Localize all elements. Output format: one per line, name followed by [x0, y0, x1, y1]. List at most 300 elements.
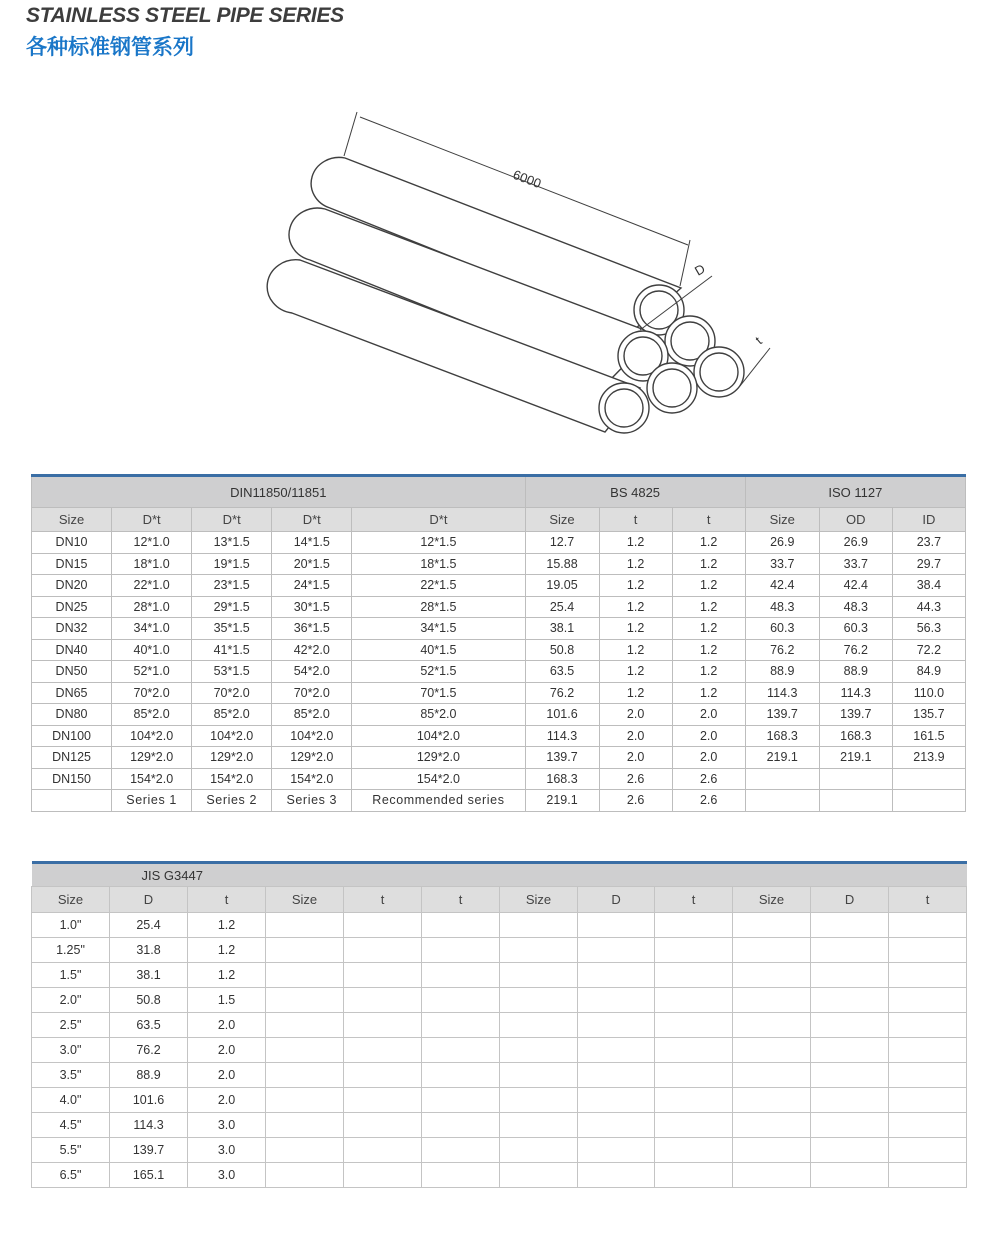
table-row — [32, 596, 966, 618]
table-cell: 40*1.0 — [112, 639, 192, 661]
table-cell: 101.6 — [110, 1088, 188, 1113]
empty-cell — [578, 963, 655, 988]
empty-cell — [733, 988, 811, 1013]
empty-cell — [344, 1063, 422, 1088]
table-cell: 154*2.0 — [272, 768, 352, 790]
empty-cell — [500, 988, 578, 1013]
table-cell: 139.7 — [745, 704, 819, 726]
table-row — [32, 768, 966, 790]
table-cell: 1.2 — [188, 938, 266, 963]
table-cell: 2.6 — [672, 790, 745, 812]
table-cell: 22*1.0 — [112, 575, 192, 597]
column-header: Size — [745, 508, 819, 532]
table-cell: Series 1 — [112, 790, 192, 812]
pipe-end-6 — [599, 383, 649, 433]
empty-cell — [655, 913, 733, 938]
table-cell: 38.1 — [525, 618, 599, 640]
table-cell: 1.2 — [599, 618, 672, 640]
table-cell: 26.9 — [819, 532, 892, 554]
table-row — [32, 1113, 967, 1138]
table-cell: 5.5" — [32, 1138, 110, 1163]
table-cell: 88.9 — [110, 1063, 188, 1088]
empty-cell — [344, 1088, 422, 1113]
empty-cell — [578, 988, 655, 1013]
column-header: Size — [266, 887, 344, 913]
table-cell: 3.5" — [32, 1063, 110, 1088]
table-cell: 129*2.0 — [192, 747, 272, 769]
table-cell: 129*2.0 — [112, 747, 192, 769]
table-cell: 12*1.5 — [352, 532, 525, 554]
table-cell: 139.7 — [819, 704, 892, 726]
table-cell: 1.2 — [599, 575, 672, 597]
table-cell: 154*2.0 — [352, 768, 525, 790]
table-cell: 85*2.0 — [272, 704, 352, 726]
table-cell: 139.7 — [525, 747, 599, 769]
table-row — [32, 682, 966, 704]
empty-cell — [578, 1113, 655, 1138]
table-row — [32, 532, 966, 554]
table-cell — [892, 790, 965, 812]
table-cell: 70*1.5 — [352, 682, 525, 704]
table-cell: 70*2.0 — [192, 682, 272, 704]
column-header: D — [110, 887, 188, 913]
empty-cell — [266, 938, 344, 963]
table-cell: DN20 — [32, 575, 112, 597]
table-cell: 36*1.5 — [272, 618, 352, 640]
empty-cell — [733, 963, 811, 988]
table-cell: 85*2.0 — [352, 704, 525, 726]
empty-cell — [422, 988, 500, 1013]
table-cell: DN150 — [32, 768, 112, 790]
table-cell: 28*1.0 — [112, 596, 192, 618]
empty-cell — [655, 1063, 733, 1088]
table-row — [32, 747, 966, 769]
table-cell: 129*2.0 — [352, 747, 525, 769]
table-cell: 161.5 — [892, 725, 965, 747]
column-header: t — [889, 887, 967, 913]
empty-cell — [422, 1113, 500, 1138]
empty-cell — [266, 913, 344, 938]
column-header: D — [578, 887, 655, 913]
column-header: D*t — [272, 508, 352, 532]
table-row — [32, 913, 967, 938]
column-header: Size — [500, 887, 578, 913]
empty-cell — [655, 938, 733, 963]
table-row — [32, 725, 966, 747]
table-row — [32, 988, 967, 1013]
group-header-iso: ISO 1127 — [745, 476, 965, 508]
empty-cell — [811, 963, 889, 988]
table-cell: 50.8 — [110, 988, 188, 1013]
empty-cell — [889, 1088, 967, 1113]
empty-cell — [655, 988, 733, 1013]
table-cell: 139.7 — [110, 1138, 188, 1163]
table-cell: 60.3 — [819, 618, 892, 640]
table-cell: 18*1.5 — [352, 553, 525, 575]
table-cell: 168.3 — [745, 725, 819, 747]
table-cell: 1.25" — [32, 938, 110, 963]
column-header: Size — [525, 508, 599, 532]
table-cell: 38.4 — [892, 575, 965, 597]
column-header: OD — [819, 508, 892, 532]
table-cell: 76.2 — [745, 639, 819, 661]
empty-cell — [500, 963, 578, 988]
table-cell: 15.88 — [525, 553, 599, 575]
empty-cell — [578, 913, 655, 938]
table-cell: 2.0 — [672, 704, 745, 726]
empty-cell — [811, 913, 889, 938]
column-header: ID — [892, 508, 965, 532]
table-cell: 76.2 — [110, 1038, 188, 1063]
table-cell: 2.6 — [599, 790, 672, 812]
table-cell: 2.6 — [599, 768, 672, 790]
empty-cell — [889, 1038, 967, 1063]
table-cell: 44.3 — [892, 596, 965, 618]
group-header-din: DIN11850/11851 — [32, 476, 526, 508]
empty-cell — [733, 1038, 811, 1063]
table-cell: 1.5 — [188, 988, 266, 1013]
empty-cell — [733, 1063, 811, 1088]
table-cell: DN40 — [32, 639, 112, 661]
table-cell: 72.2 — [892, 639, 965, 661]
table-row — [32, 553, 966, 575]
table-cell: 29.7 — [892, 553, 965, 575]
table-cell: 2.0 — [188, 1038, 266, 1063]
table-row — [32, 1013, 967, 1038]
empty-cell — [422, 1163, 500, 1188]
table-cell: 1.2 — [599, 682, 672, 704]
table-cell: 88.9 — [819, 661, 892, 683]
table-cell: 1.2 — [672, 553, 745, 575]
jis-table — [31, 861, 967, 1188]
table-cell: 14*1.5 — [272, 532, 352, 554]
thickness-label: t — [752, 333, 765, 348]
table-cell: DN32 — [32, 618, 112, 640]
table-cell: Series 2 — [192, 790, 272, 812]
page-subtitle-cn: 各种标准钢管系列 — [26, 35, 194, 59]
table-cell: 1.2 — [188, 963, 266, 988]
empty-cell — [733, 1163, 811, 1188]
column-header: t — [599, 508, 672, 532]
table-cell: 25.4 — [110, 913, 188, 938]
table-cell: 1.2 — [672, 661, 745, 683]
empty-cell — [655, 1038, 733, 1063]
empty-cell — [811, 1038, 889, 1063]
table-cell: 1.2 — [188, 913, 266, 938]
table-cell: 38.1 — [110, 963, 188, 988]
empty-cell — [655, 1138, 733, 1163]
table-cell: 18*1.0 — [112, 553, 192, 575]
table-row — [32, 963, 967, 988]
table-cell: 60.3 — [745, 618, 819, 640]
table-cell: 3.0 — [188, 1113, 266, 1138]
empty-cell — [733, 938, 811, 963]
table-cell: 70*2.0 — [112, 682, 192, 704]
table-cell: 76.2 — [819, 639, 892, 661]
empty-cell — [655, 963, 733, 988]
table-cell: 2.0 — [188, 1088, 266, 1113]
table-cell: 19.05 — [525, 575, 599, 597]
table-cell: 41*1.5 — [192, 639, 272, 661]
table-cell: 213.9 — [892, 747, 965, 769]
table-cell: Series 3 — [272, 790, 352, 812]
table-cell: 34*1.0 — [112, 618, 192, 640]
column-header: D*t — [192, 508, 272, 532]
table-cell: 70*2.0 — [272, 682, 352, 704]
empty-cell — [344, 1138, 422, 1163]
empty-cell — [889, 1138, 967, 1163]
table-row — [32, 1088, 967, 1113]
column-header: t — [422, 887, 500, 913]
table-cell: 12*1.0 — [112, 532, 192, 554]
table-cell: 63.5 — [525, 661, 599, 683]
table-cell — [745, 790, 819, 812]
table-cell: Recommended series — [352, 790, 525, 812]
empty-cell — [266, 963, 344, 988]
empty-cell — [344, 988, 422, 1013]
empty-cell — [889, 963, 967, 988]
table-cell: DN25 — [32, 596, 112, 618]
empty-cell — [733, 1113, 811, 1138]
table-cell: 104*2.0 — [112, 725, 192, 747]
empty-cell — [811, 988, 889, 1013]
table-cell: 1.5" — [32, 963, 110, 988]
table-cell: 2.0 — [599, 704, 672, 726]
column-header: t — [344, 887, 422, 913]
empty-cell — [889, 938, 967, 963]
empty-cell — [422, 963, 500, 988]
table-cell: 219.1 — [525, 790, 599, 812]
group-header-jis: JIS G3447 — [32, 863, 266, 887]
column-header: Size — [32, 508, 112, 532]
table-cell: 40*1.5 — [352, 639, 525, 661]
empty-cell — [500, 1013, 578, 1038]
empty-cell — [500, 938, 578, 963]
table-cell — [745, 768, 819, 790]
table-cell: 1.2 — [599, 532, 672, 554]
table-cell: 2.5" — [32, 1013, 110, 1038]
table-cell: 101.6 — [525, 704, 599, 726]
table-cell: 110.0 — [892, 682, 965, 704]
table-cell: 28*1.5 — [352, 596, 525, 618]
empty-cell — [500, 1163, 578, 1188]
empty-cell — [500, 913, 578, 938]
table-cell: 1.2 — [672, 596, 745, 618]
table-cell: 168.3 — [525, 768, 599, 790]
table-cell: DN10 — [32, 532, 112, 554]
empty-cell — [500, 1088, 578, 1113]
table-cell: 22*1.5 — [352, 575, 525, 597]
empty-cell — [266, 1013, 344, 1038]
table-cell: DN125 — [32, 747, 112, 769]
table-cell: 52*1.5 — [352, 661, 525, 683]
table-cell: 168.3 — [819, 725, 892, 747]
table-cell: 219.1 — [745, 747, 819, 769]
table-cell: 3.0 — [188, 1163, 266, 1188]
empty-cell — [889, 988, 967, 1013]
table-cell: 24*1.5 — [272, 575, 352, 597]
table-cell: 85*2.0 — [192, 704, 272, 726]
pipe-end-5 — [647, 363, 697, 413]
table-row — [32, 1163, 967, 1188]
empty-cell — [422, 1088, 500, 1113]
table-cell: 1.0" — [32, 913, 110, 938]
table-cell: 165.1 — [110, 1163, 188, 1188]
pipe-bundle-diagram — [250, 100, 790, 445]
empty-cell — [811, 938, 889, 963]
table-cell: 34*1.5 — [352, 618, 525, 640]
table-cell — [892, 768, 965, 790]
table-cell: 154*2.0 — [112, 768, 192, 790]
table-cell: 19*1.5 — [192, 553, 272, 575]
empty-cell — [811, 1013, 889, 1038]
empty-cell — [733, 1013, 811, 1038]
empty-cell — [266, 1063, 344, 1088]
table-cell: 50.8 — [525, 639, 599, 661]
table-cell: 35*1.5 — [192, 618, 272, 640]
table-cell: 13*1.5 — [192, 532, 272, 554]
table-cell: 2.0" — [32, 988, 110, 1013]
table-cell: 52*1.0 — [112, 661, 192, 683]
table-cell: 104*2.0 — [352, 725, 525, 747]
table-cell: DN65 — [32, 682, 112, 704]
table-cell: DN15 — [32, 553, 112, 575]
empty-cell — [811, 1063, 889, 1088]
table-cell: 48.3 — [819, 596, 892, 618]
table-cell: 1.2 — [599, 639, 672, 661]
thickness-dimension-line — [740, 348, 770, 386]
group-header-bs: BS 4825 — [525, 476, 745, 508]
empty-cell — [422, 913, 500, 938]
table-cell: 104*2.0 — [272, 725, 352, 747]
table-cell: 135.7 — [892, 704, 965, 726]
empty-cell — [422, 1013, 500, 1038]
table-cell: 42*2.0 — [272, 639, 352, 661]
empty-cell — [344, 1163, 422, 1188]
table-cell: 1.2 — [672, 682, 745, 704]
diameter-label: D — [692, 260, 708, 279]
table-cell — [819, 768, 892, 790]
empty-cell — [266, 1113, 344, 1138]
empty-cell — [578, 1163, 655, 1188]
table-cell: 84.9 — [892, 661, 965, 683]
table-cell: 154*2.0 — [192, 768, 272, 790]
column-header: D*t — [352, 508, 525, 532]
empty-cell — [578, 1063, 655, 1088]
table-cell: 2.0 — [599, 747, 672, 769]
empty-cell — [811, 1088, 889, 1113]
table-row — [32, 704, 966, 726]
table-cell: 76.2 — [525, 682, 599, 704]
empty-cell — [578, 1138, 655, 1163]
column-header: t — [655, 887, 733, 913]
table-cell: 1.2 — [599, 661, 672, 683]
table-cell: 26.9 — [745, 532, 819, 554]
table-row — [32, 1138, 967, 1163]
empty-cell — [422, 1063, 500, 1088]
table-cell: DN50 — [32, 661, 112, 683]
table-row — [32, 1038, 967, 1063]
empty-cell — [889, 1113, 967, 1138]
empty-cell — [578, 1088, 655, 1113]
table-cell: 2.0 — [599, 725, 672, 747]
column-header: t — [188, 887, 266, 913]
table-row — [32, 618, 966, 640]
empty-cell — [344, 913, 422, 938]
empty-cell — [266, 1088, 344, 1113]
table-cell: 12.7 — [525, 532, 599, 554]
page-title: STAINLESS STEEL PIPE SERIES — [26, 4, 344, 27]
table-cell: 33.7 — [745, 553, 819, 575]
empty-cell — [733, 1088, 811, 1113]
table-cell: 2.0 — [672, 747, 745, 769]
empty-cell — [733, 913, 811, 938]
empty-cell — [344, 1013, 422, 1038]
table-cell: 23.7 — [892, 532, 965, 554]
empty-cell — [422, 938, 500, 963]
table-cell — [819, 790, 892, 812]
empty-cell — [500, 1038, 578, 1063]
empty-cell — [733, 1138, 811, 1163]
table-cell: 114.3 — [745, 682, 819, 704]
empty-cell — [655, 1088, 733, 1113]
table-cell: 20*1.5 — [272, 553, 352, 575]
table-cell: 29*1.5 — [192, 596, 272, 618]
table-cell: 2.0 — [672, 725, 745, 747]
table-row — [32, 1063, 967, 1088]
table-cell: 4.0" — [32, 1088, 110, 1113]
din-bs-iso-table — [31, 474, 966, 812]
column-header: Size — [733, 887, 811, 913]
table-cell: 54*2.0 — [272, 661, 352, 683]
empty-cell — [655, 1163, 733, 1188]
column-header: D — [811, 887, 889, 913]
table-cell: 48.3 — [745, 596, 819, 618]
table-row — [32, 790, 966, 812]
table-cell: 1.2 — [599, 596, 672, 618]
column-header: Size — [32, 887, 110, 913]
column-header: t — [672, 508, 745, 532]
table-cell: 63.5 — [110, 1013, 188, 1038]
table-cell: 114.3 — [819, 682, 892, 704]
empty-cell — [578, 1013, 655, 1038]
table-cell: 42.4 — [745, 575, 819, 597]
table-cell: 3.0 — [188, 1138, 266, 1163]
table-cell: 53*1.5 — [192, 661, 272, 683]
table-cell: 33.7 — [819, 553, 892, 575]
empty-cell — [344, 938, 422, 963]
empty-cell — [655, 1013, 733, 1038]
table-cell: 85*2.0 — [112, 704, 192, 726]
table-cell: 30*1.5 — [272, 596, 352, 618]
empty-cell — [422, 1038, 500, 1063]
table-cell: 88.9 — [745, 661, 819, 683]
column-header: D*t — [112, 508, 192, 532]
table-cell: 4.5" — [32, 1113, 110, 1138]
table-cell: 1.2 — [672, 618, 745, 640]
table-cell: 219.1 — [819, 747, 892, 769]
empty-cell — [578, 1038, 655, 1063]
length-label: 6000 — [510, 166, 544, 192]
empty-cell — [344, 963, 422, 988]
table-cell — [32, 790, 112, 812]
table-cell: 114.3 — [110, 1113, 188, 1138]
table-cell: 2.0 — [188, 1013, 266, 1038]
table-cell: 42.4 — [819, 575, 892, 597]
pipe-end-4 — [694, 347, 744, 397]
empty-cell — [266, 1163, 344, 1188]
empty-cell — [422, 1138, 500, 1163]
